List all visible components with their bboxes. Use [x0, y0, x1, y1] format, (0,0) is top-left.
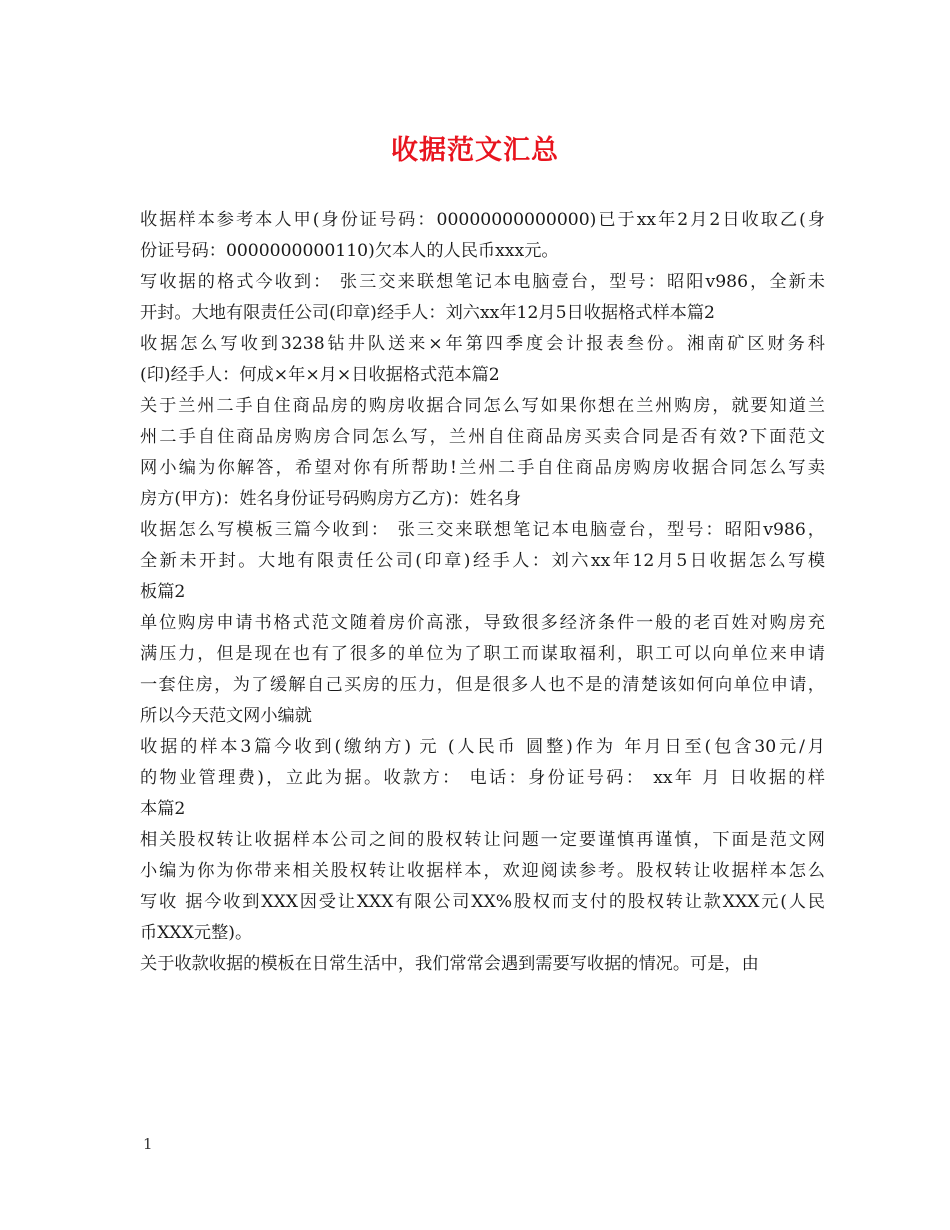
text-line: 小编为你为你带来相关股权转让收据样本，欢迎阅读参考。股权转让收据样本怎么 [140, 861, 825, 881]
text-line: 一套住房，为了缓解自己买房的压力，但是很多人也不是的清楚该如何向单位申请， [140, 675, 825, 695]
text-line: 收据怎么写模板三篇今收到： 张三交来联想笔记本电脑壹台，型号：昭阳v986， [140, 520, 825, 540]
paragraph [140, 205, 825, 267]
paragraph [140, 608, 825, 732]
text-line: 币XXX元整)。 [140, 923, 253, 943]
text-line: 相关股权转让收据样本公司之间的股权转让问题一定要谨慎再谨慎，下面是范文网 [140, 830, 825, 850]
paragraph [140, 732, 825, 825]
text-line: 的物业管理费)，立此为据。收款方： 电话：身份证号码： xx年 月 日收据的样 [140, 768, 825, 788]
text-line: 州二手自住商品房购房合同怎么写，兰州自住商品房买卖合同是否有效?下面范文 [140, 427, 825, 447]
text-line: 份证号码：0000000000110)欠本人的人民币xxx元。 [140, 241, 559, 261]
document-title: 收据范文汇总 [391, 135, 559, 166]
paragraph [140, 825, 825, 949]
text-line: 写收 据今收到XXX因受让XXX有限公司XX%股权而支付的股权转让款XXX元(人民 [140, 892, 825, 912]
document-body [140, 205, 825, 980]
text-line: 开封。大地有限责任公司(印章)经手人：刘六xx年12月5日收据格式样本篇2 [140, 303, 715, 323]
text-line: 收据样本参考本人甲(身份证号码：00000000000000)已于xx年2月2日收取乙(身 [140, 210, 825, 230]
paragraph [140, 329, 825, 391]
paragraph [140, 949, 825, 980]
text-line: 收据的样本3篇今收到(缴纳方) 元 (人民币 圆整)作为 年月日至(包含30元/月 [140, 737, 825, 757]
paragraph [140, 391, 825, 515]
text-line: 全新未开封。大地有限责任公司(印章)经手人：刘六xx年12月5日收据怎么写模 [140, 551, 825, 571]
text-line: (印)经手人：何成×年×月×日收据格式范本篇2 [140, 365, 500, 385]
text-line: 单位购房申请书格式范文随着房价高涨，导致很多经济条件一般的老百姓对购房充 [140, 613, 825, 633]
text-line: 关于兰州二手自住商品房的购房收据合同怎么写如果你想在兰州购房，就要知道兰 [140, 396, 825, 416]
paragraph [140, 515, 825, 608]
text-line: 房方(甲方)：姓名身份证号码购房方乙方)：姓名身 [140, 489, 522, 509]
text-line: 本篇2 [140, 799, 186, 819]
text-line: 关于收款收据的模板在日常生活中，我们常常会遇到需要写收据的情况。可是，由 [140, 954, 759, 974]
page-number: 1 [143, 1135, 153, 1153]
text-line: 写收据的格式今收到： 张三交来联想笔记本电脑壹台，型号：昭阳v986，全新未 [140, 272, 825, 292]
text-line: 收据怎么写收到3238钻井队送来×年第四季度会计报表叁份。湘南矿区财务科 [140, 334, 825, 354]
text-line: 板篇2 [140, 582, 186, 602]
paragraph [140, 267, 825, 329]
text-line: 满压力，但是现在也有了很多的单位为了职工而谋取福利，职工可以向单位来申请 [140, 644, 825, 664]
text-line: 网小编为你解答，希望对你有所帮助!兰州二手自住商品房购房收据合同怎么写卖 [140, 458, 825, 478]
text-line: 所以今天范文网小编就 [140, 706, 312, 726]
